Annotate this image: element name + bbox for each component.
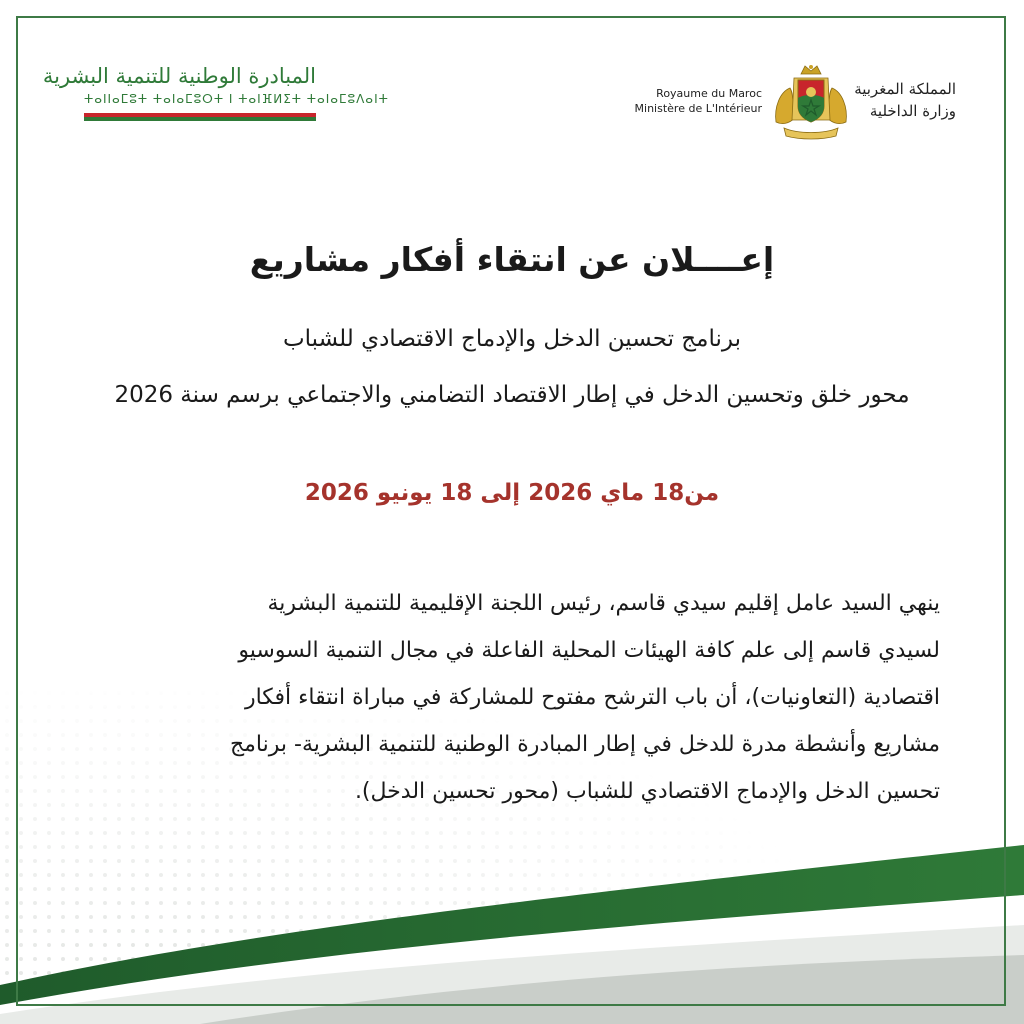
program-axis: محور خلق وتحسين الدخل في إطار الاقتصاد التضامني والاجتماعي برسم سنة 2026 [114, 382, 910, 408]
date-range: من18 ماي 2026 إلى 18 يونيو 2026 [304, 480, 720, 506]
moroccan-coat-of-arms-icon [770, 62, 852, 142]
ministry-ar-ministry: وزارة الداخلية [869, 102, 956, 120]
indh-logo-tifinagh: ⵜⴰⵏⵏⴰⵎⵓⵜ ⵜⴰⵏⴰⵎⵓⵔⵜ ⵏ ⵜⴰⵏⴼⵍⵉⵜ ⵜⴰⵏⴰⵎⵓⴷⴰⵏⵜ [84, 92, 389, 106]
ministry-french-text [620, 86, 762, 116]
indh-logo [42, 62, 389, 124]
ministry-ar-kingdom: المملكة المغربية [854, 80, 956, 98]
ministry-arabic-text [852, 78, 956, 122]
body-line: مشاريع وأنشطة مدرة للدخل في إطار المبادرة الوطنية للتنمية البشرية- برنامج [229, 732, 940, 757]
body-line: لسيدي قاسم إلى علم كافة الهيئات المحلية الفاعلة في مجال التنمية السوسيو [238, 638, 940, 663]
announcement-body [60, 580, 940, 815]
body-line: اقتصادية (التعاونيات)، أن باب الترشح مفتوح للمشاركة في مباراة انتقاء أفكار [244, 685, 940, 710]
announcement-title: إعــــلان عن انتقاء أفكار مشاريع [249, 240, 775, 279]
body-line: ينهي السيد عامل إقليم سيدي قاسم، رئيس اللجنة الإقليمية للتنمية البشرية [267, 591, 940, 616]
program-name: برنامج تحسين الدخل والإدماج الاقتصادي للشباب [283, 326, 741, 352]
ministry-fr-kingdom: Royaume du Maroc [656, 87, 762, 100]
page-frame [16, 16, 1006, 1006]
indh-logo-stripes [84, 113, 316, 121]
body-line: تحسين الدخل والإدماج الاقتصادي للشباب (محور تحسين الدخل). [354, 779, 940, 804]
ministry-fr-ministry: Ministère de L'Intérieur [634, 102, 762, 115]
indh-logo-arabic: المبادرة الوطنية للتنمية البشرية [42, 64, 316, 88]
